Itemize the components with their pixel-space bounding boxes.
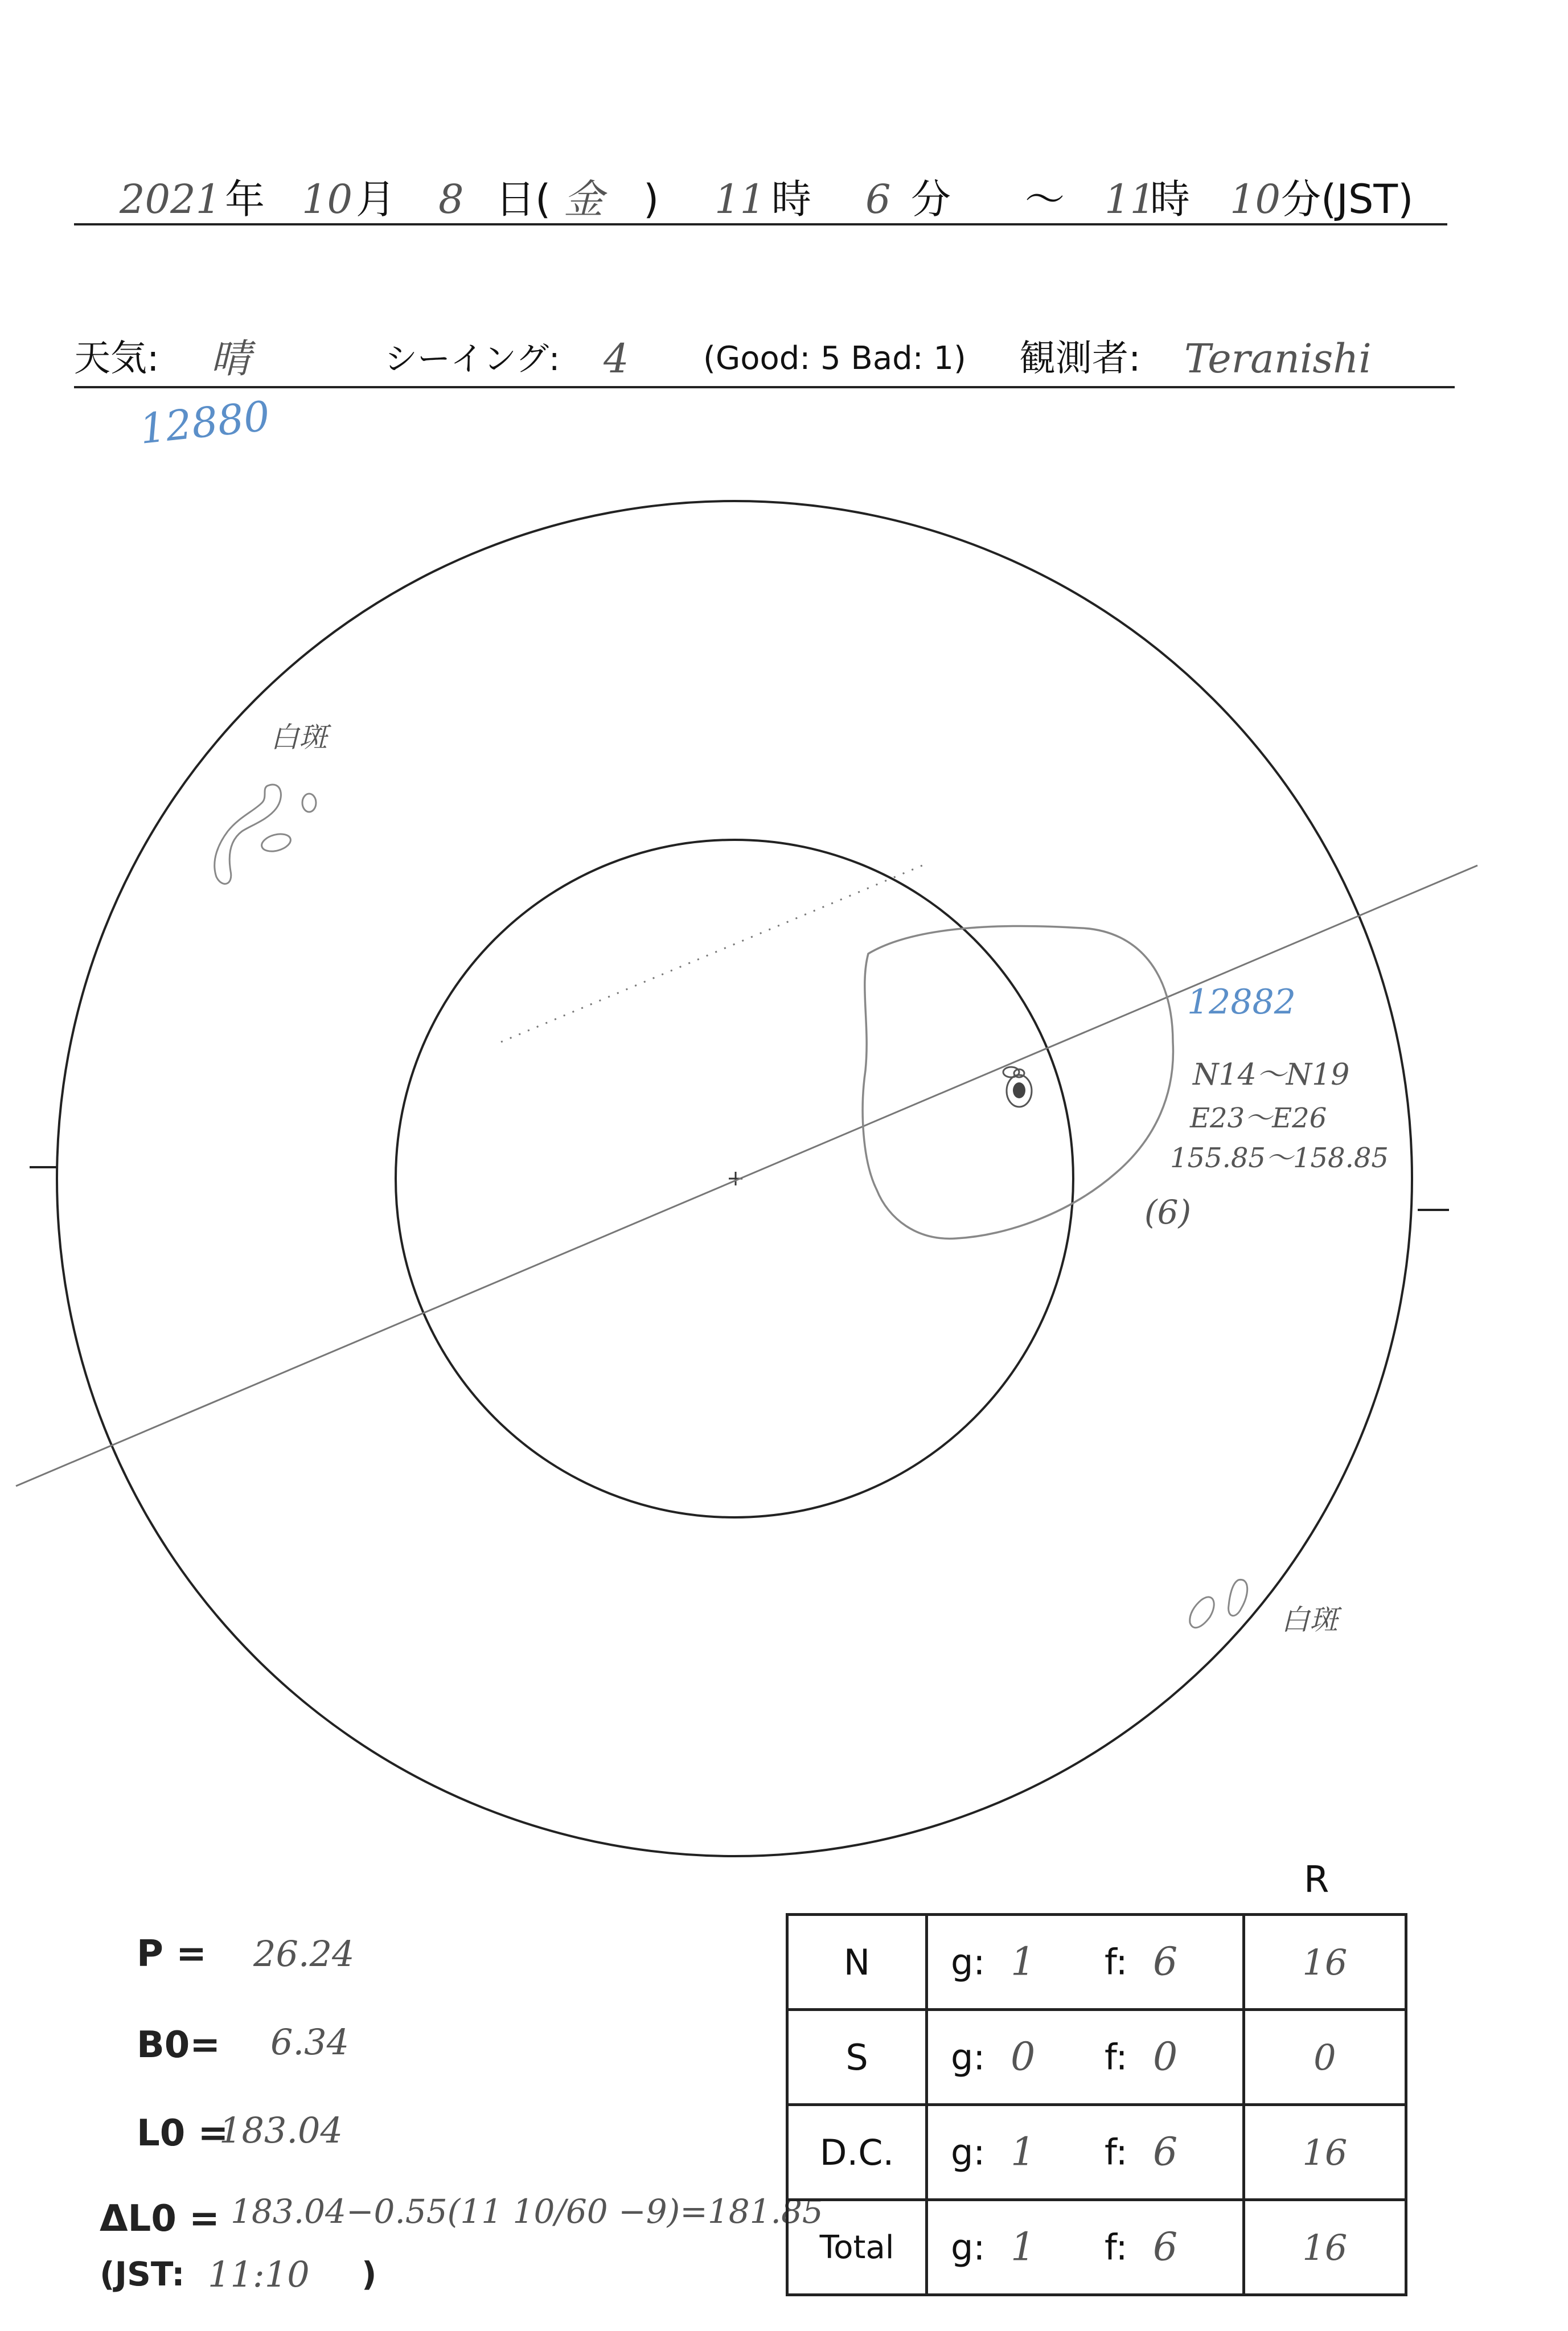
g-label: g:: [950, 2226, 986, 2268]
g-value: 0: [1010, 2034, 1036, 2080]
gf-cell: [926, 1915, 1243, 2010]
observation-datetime-line: [74, 168, 1452, 231]
weather-label: 天気:: [74, 338, 159, 380]
f-value: 6: [1152, 1939, 1178, 1985]
table-row: [787, 2200, 1406, 2295]
f-value: 0: [1152, 2034, 1178, 2080]
region-id-label: 12882: [1187, 982, 1296, 1022]
plage-upper-shape-1: [215, 785, 281, 884]
sunspot-umbra: [1013, 1082, 1025, 1098]
f-label: f:: [1104, 2226, 1128, 2268]
f-label: f:: [1104, 2036, 1128, 2078]
start-hour-unit: 時: [771, 176, 811, 223]
end-hour-value: 11: [1105, 176, 1156, 223]
p-value: 26.24: [253, 1933, 355, 1975]
end-minute-value: 10: [1230, 176, 1281, 223]
plage-label-upper: 白斑: [270, 721, 327, 754]
r-value: 0: [1243, 2010, 1406, 2105]
seeing-scale: (Good: 5 Bad: 1): [703, 340, 966, 377]
r-value: 16: [1243, 1915, 1406, 2010]
conditions-line: [74, 327, 1458, 390]
weekday-value: 金: [564, 176, 604, 223]
active-region-outline: [863, 926, 1173, 1238]
f-value: 6: [1152, 2225, 1178, 2270]
start-hour-value: 11: [715, 176, 766, 223]
end-minute-unit: 分(JST): [1281, 176, 1414, 223]
table-row: [787, 1915, 1406, 2010]
jst-close: ): [362, 2255, 377, 2293]
row-label: N: [787, 1915, 927, 2010]
header-underline-2: [74, 386, 1455, 388]
g-label: g:: [950, 1941, 986, 1983]
row-label: Total: [787, 2200, 927, 2295]
seeing-label: シーイング:: [384, 339, 560, 378]
plage-label-lower: 白斑: [1281, 1603, 1338, 1636]
row-label: D.C.: [787, 2105, 927, 2200]
gf-cell: [926, 2010, 1243, 2105]
solar-equator-line: [16, 865, 1477, 1486]
header-underline-1: [74, 223, 1447, 225]
day-value: 8: [438, 176, 464, 223]
r-value: 16: [1243, 2105, 1406, 2200]
dl0-value: 183.04−0.55(11 10/60 −9)=181.85: [231, 2192, 823, 2231]
b0-value: 6.34: [270, 2021, 350, 2063]
g-value: 1: [1010, 2129, 1036, 2175]
table-row: [787, 2010, 1406, 2105]
year-unit: 年: [225, 176, 265, 223]
table-row: [787, 2105, 1406, 2200]
gf-cell: [926, 2200, 1243, 2295]
longitude-range: E23～E26: [1190, 1102, 1327, 1134]
carrington-range: 155.85～158.85: [1170, 1142, 1389, 1174]
spot-count: (6): [1144, 1193, 1192, 1232]
r-column-header: R: [1304, 1859, 1329, 1901]
day-unit: 日(: [495, 176, 551, 223]
g-label: g:: [950, 2036, 986, 2078]
solar-disk-drawing: [0, 478, 1568, 1885]
weather-value: 晴: [211, 335, 251, 382]
count-table: [786, 1913, 1407, 2296]
weekday-close: ): [643, 176, 659, 223]
l0-label: L0 =: [137, 2112, 229, 2154]
latitude-range: N14～N19: [1193, 1058, 1350, 1092]
plage-lower-shape-1: [1190, 1597, 1214, 1628]
g-label: g:: [950, 2131, 986, 2173]
f-label: f:: [1104, 1941, 1128, 1983]
region-number-top: 12880: [137, 392, 272, 453]
plage-upper-shape-2: [302, 794, 316, 812]
l0-value: 183.04: [219, 2110, 343, 2151]
jst-value: 11:10: [208, 2254, 310, 2295]
f-label: f:: [1104, 2131, 1128, 2173]
tilde: ～: [1025, 176, 1065, 223]
g-value: 1: [1010, 1939, 1036, 1985]
g-value: 1: [1010, 2225, 1036, 2270]
observer-label: 観測者:: [1019, 338, 1141, 380]
plage-lower-shape-2: [1229, 1579, 1247, 1615]
jst-label: (JST:: [100, 2255, 185, 2293]
month-value: 10: [302, 176, 353, 223]
year-value: 2021: [120, 176, 221, 223]
start-minute-value: 6: [865, 176, 891, 223]
dotted-reference-line: [501, 865, 922, 1042]
f-value: 6: [1152, 2129, 1178, 2175]
r-value: 16: [1243, 2200, 1406, 2295]
seeing-value: 4: [604, 335, 629, 382]
observer-value: Teranishi: [1184, 335, 1372, 382]
p-label: P =: [137, 1933, 207, 1975]
gf-cell: [926, 2105, 1243, 2200]
plage-upper-shape-3: [260, 831, 292, 855]
start-minute-unit: 分: [911, 176, 951, 223]
end-hour-unit: 時: [1150, 176, 1190, 223]
row-label: S: [787, 2010, 927, 2105]
month-unit: 月: [356, 176, 396, 223]
b0-label: B0=: [137, 2024, 220, 2066]
dl0-label: ΔL0 =: [100, 2198, 220, 2240]
